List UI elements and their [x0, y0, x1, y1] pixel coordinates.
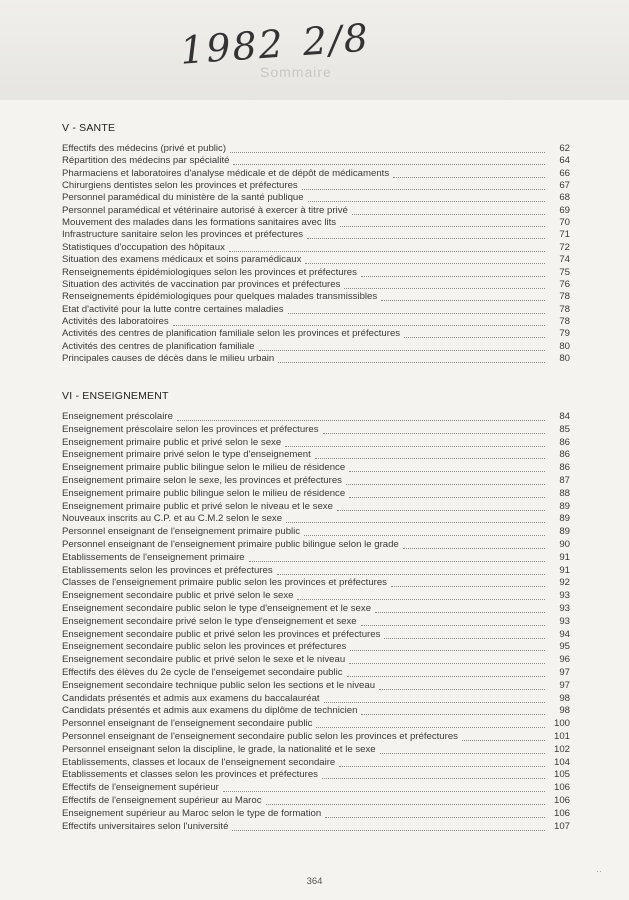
toc-entry-page: 70 — [559, 217, 570, 229]
toc-entry-label: Etablissements selon les provinces et préfectures — [62, 564, 273, 576]
toc-entry — [62, 730, 570, 743]
toc-entry — [62, 589, 570, 602]
toc-entry-label: Répartition des médecins par spécialité — [62, 155, 230, 167]
dot-leader — [323, 432, 545, 434]
toc-entry-label: Enseignement primaire privé selon le type d'enseignement — [62, 449, 311, 461]
toc-entry-page: 72 — [559, 241, 570, 253]
toc-entry-label: Enseignement primaire public et privé selon le sexe — [62, 436, 282, 448]
toc-entry-label: Situation des activités de vaccination par provinces et préfectures — [62, 278, 341, 290]
toc-entry-page: 76 — [559, 278, 570, 290]
toc-entry-label: Effectifs de l'enseignement supérieur au Maroc — [62, 795, 262, 806]
toc-entry-label: Enseignement préscolaire selon les provinces et préfectures — [62, 423, 319, 435]
section-title-enseignement: VI - ENSEIGNEMENT — [62, 390, 169, 402]
dot-leader — [233, 163, 545, 165]
toc-entry — [62, 461, 570, 474]
toc-entry-label: Enseignement supérieur au Maroc selon le type de formation — [62, 807, 322, 819]
toc-entry-label: Enseignement secondaire public selon le type d'enseignement et le sexe — [62, 603, 372, 614]
toc-entry — [62, 340, 570, 353]
dot-leader — [259, 349, 545, 351]
toc-entry-page: 95 — [559, 641, 570, 653]
toc-entry-label: Etat d'activité pour la lutte contre certaines maladies — [62, 303, 284, 315]
dot-leader — [403, 547, 545, 549]
toc-entry — [62, 228, 570, 241]
toc-entry-label: Enseignement secondaire public et privé selon le sexe — [62, 590, 294, 602]
toc-entry-label: Personnel enseignant de l'enseignement primaire public bilingue selon le grade — [62, 539, 399, 550]
toc-entry-page: 98 — [559, 705, 570, 717]
toc-entry-label: Enseignement primaire selon le sexe, les provinces et préfectures — [62, 475, 342, 486]
toc-entry — [62, 615, 570, 628]
toc-entry-page: 69 — [559, 204, 570, 216]
toc-entry-label: Statistiques d'occupation des hôpitaux — [62, 241, 225, 253]
toc-entry — [62, 352, 570, 365]
toc-entry-page: 97 — [559, 667, 570, 678]
toc-entry-label: Enseignement primaire public bilingue selon le milieu de résidence — [62, 462, 346, 474]
toc-entry-page: 104 — [553, 756, 570, 768]
toc-entry-page: 64 — [559, 155, 570, 167]
dot-leader — [349, 470, 545, 472]
toc-entry-label: Personnel enseignant selon la discipline, le grade, la nationalité et le sexe — [62, 743, 376, 755]
toc-entry — [62, 807, 570, 820]
toc-entry — [62, 602, 570, 615]
toc-entry — [62, 278, 570, 291]
toc-entry — [62, 704, 570, 717]
toc-entry-page: 62 — [559, 143, 570, 154]
toc-entry-label: Candidats présentés et admis aux examens du baccalauréat — [62, 692, 320, 704]
toc-entry — [62, 410, 570, 423]
dot-leader — [307, 237, 545, 239]
toc-entry-page: 84 — [559, 411, 570, 422]
dot-leader — [230, 151, 545, 153]
toc-entry-label: Personnel paramédical et vétérinaire autorisé à exercer à titre privé — [62, 204, 348, 216]
dot-leader — [349, 496, 545, 498]
toc-entry-page: 98 — [559, 692, 570, 704]
toc-entry — [62, 216, 570, 229]
toc-entry — [62, 303, 570, 316]
dot-leader — [339, 765, 545, 767]
toc-entry — [62, 538, 570, 551]
toc-entry-label: Renseignements épidémiologiques pour quelques malades transmissibles — [62, 291, 378, 303]
dot-leader — [173, 324, 545, 326]
toc-entry-label: Etablissements et classes selon les provinces et préfectures — [62, 769, 318, 781]
toc-entry-label: Mouvement des malades dans les formations sanitaires avec lits — [62, 217, 337, 229]
toc-entry-page: 71 — [559, 229, 570, 241]
dot-leader — [462, 739, 545, 741]
dot-leader — [344, 287, 545, 289]
toc-entry-label: Enseignement primaire public et privé selon le niveau et le sexe — [62, 500, 333, 512]
dot-leader — [278, 361, 545, 363]
dot-leader — [305, 262, 545, 264]
toc-entry-page: 86 — [559, 436, 570, 448]
toc-entry — [62, 653, 570, 666]
dot-leader — [350, 649, 545, 651]
toc-entry-page: 106 — [553, 807, 570, 819]
toc-entry-label: Personnel paramédical du ministère de la santé publique — [62, 192, 304, 204]
toc-entry — [62, 692, 570, 705]
toc-entry — [62, 756, 570, 769]
dot-leader — [361, 624, 545, 626]
toc-entry-label: Infrastructure sanitaire selon les provinces et préfectures — [62, 229, 304, 241]
corner-mark: ·· — [596, 866, 602, 876]
toc-entry-label: Situation des examens médicaux et soins paramédicaux — [62, 254, 302, 266]
dot-leader — [316, 726, 545, 728]
toc-entry-label: Enseignement secondaire public et privé selon le sexe et le niveau — [62, 654, 346, 666]
toc-entry-label: Renseignements épidémiologiques selon les provinces et préfectures — [62, 266, 357, 278]
dot-leader — [308, 200, 545, 202]
dot-leader — [347, 675, 545, 677]
toc-entry — [62, 253, 570, 266]
dot-leader — [286, 521, 545, 523]
toc-entry-page: 80 — [559, 352, 570, 364]
toc-entry — [62, 191, 570, 204]
toc-entry — [62, 241, 570, 254]
section-title-sante: V - SANTE — [62, 122, 116, 134]
dot-leader — [352, 213, 545, 215]
toc-entry-label: Etablissements de l'enseignement primaire — [62, 551, 245, 563]
toc-entry — [62, 327, 570, 340]
toc-entry-page: 78 — [559, 303, 570, 315]
dot-leader — [232, 829, 545, 831]
ghost-header-text: Sommaire — [260, 64, 332, 80]
toc-entry-page: 89 — [559, 513, 570, 525]
dot-leader — [391, 585, 545, 587]
toc-entry-page: 106 — [553, 782, 570, 794]
dot-leader — [325, 816, 545, 818]
dot-leader — [375, 611, 545, 613]
toc-entry — [62, 448, 570, 461]
toc-entry-page: 86 — [559, 449, 570, 461]
toc-entry — [62, 179, 570, 192]
toc-entry-page: 97 — [559, 679, 570, 691]
toc-entry-page: 68 — [559, 192, 570, 204]
toc-entry — [62, 717, 570, 730]
toc-entry-label: Effectifs universitaires selon l'université — [62, 820, 229, 832]
toc-entry — [62, 820, 570, 833]
toc-entry-label: Enseignement préscolaire — [62, 411, 173, 422]
toc-entry-page: 102 — [553, 743, 570, 755]
toc-entry — [62, 315, 570, 328]
dot-leader — [302, 188, 545, 190]
toc-entry-label: Enseignement secondaire privé selon le type d'enseignement et sexe — [62, 615, 357, 627]
toc-entry — [62, 142, 570, 155]
dot-leader — [337, 509, 545, 511]
toc-entry-label: Principales causes de décès dans le milieu urbain — [62, 352, 275, 364]
toc-entry-page: 87 — [559, 475, 570, 486]
toc-entry — [62, 436, 570, 449]
toc-entry — [62, 781, 570, 794]
toc-entry-page: 85 — [559, 423, 570, 435]
toc-entry — [62, 525, 570, 538]
toc-entry-label: Personnel enseignant de l'enseignement primaire public — [62, 526, 301, 538]
toc-entry-page: 96 — [559, 654, 570, 666]
toc-entry-label: Pharmaciens et laboratoires d'analyse médicale et de dépôt de médicaments — [62, 167, 390, 179]
dot-leader — [322, 777, 545, 779]
toc-entry — [62, 551, 570, 564]
dot-leader — [277, 573, 545, 575]
toc-entry — [62, 154, 570, 167]
toc-entry-page: 91 — [559, 564, 570, 576]
toc-entry-page: 78 — [559, 291, 570, 303]
toc-entry-page: 89 — [559, 526, 570, 538]
dot-leader — [266, 803, 545, 805]
dot-leader — [223, 790, 545, 792]
dot-leader — [404, 336, 545, 338]
toc-entry-page: 101 — [553, 731, 570, 742]
toc-entry-label: Effectifs des élèves du 2e cycle de l'enseigemet secondaire public — [62, 667, 343, 678]
toc-entry — [62, 666, 570, 679]
dot-leader — [380, 752, 545, 754]
toc-entry — [62, 474, 570, 487]
toc-entry-label: Effectifs des médecins (privé et public) — [62, 143, 227, 154]
toc-entry-page: 93 — [559, 603, 570, 614]
toc-entry — [62, 204, 570, 217]
toc-entry-label: Chirurgiens dentistes selon les provinces et préfectures — [62, 180, 298, 192]
toc-entry-page: 92 — [559, 577, 570, 589]
dot-leader — [393, 176, 545, 178]
toc-entry-page: 90 — [559, 539, 570, 550]
toc-entry-page: 88 — [559, 487, 570, 499]
dot-leader — [229, 250, 545, 252]
toc-entry-page: 79 — [559, 328, 570, 340]
dot-leader — [177, 419, 545, 421]
toc-entry — [62, 423, 570, 436]
toc-entry — [62, 512, 570, 525]
toc-entry-page: 105 — [553, 769, 570, 781]
toc-entry — [62, 487, 570, 500]
toc-entry-label: Enseignement secondaire public selon les provinces et préfectures — [62, 641, 347, 653]
toc-entry-label: Activités des laboratoires — [62, 315, 169, 327]
toc-entry-page: 93 — [559, 615, 570, 627]
toc-entry-page: 93 — [559, 590, 570, 602]
toc-entry-page: 80 — [559, 340, 570, 352]
dot-leader — [324, 701, 545, 703]
handwritten-fraction: 2/8 — [301, 15, 372, 65]
toc-entry-label: Etablissements, classes et locaux de l'enseignement secondaire — [62, 756, 336, 768]
dot-leader — [381, 299, 545, 301]
toc-entry-label: Nouveaux inscrits au C.P. et au C.M.2 selon le sexe — [62, 513, 283, 525]
toc-entry-label: Personnel enseignant de l'enseignement secondaire public — [62, 718, 313, 730]
toc-entry-page: 91 — [559, 551, 570, 563]
toc-entry-page: 86 — [559, 462, 570, 474]
toc-entry-label: Classes de l'enseignement primaire public selon les provinces et préfectures — [62, 577, 387, 589]
toc-entry — [62, 290, 570, 303]
toc-entry-page: 75 — [559, 266, 570, 278]
dot-leader — [304, 534, 545, 536]
dot-leader — [361, 713, 545, 715]
dot-leader — [297, 598, 545, 600]
dot-leader — [249, 560, 545, 562]
toc-entry-label: Enseignement primaire public bilingue selon le milieu de résidence — [62, 487, 346, 499]
toc-entry — [62, 628, 570, 641]
toc-entry-page: 78 — [559, 315, 570, 327]
toc-entry — [62, 679, 570, 692]
toc-entry-page: 67 — [559, 180, 570, 192]
toc-entry — [62, 500, 570, 513]
toc-entry — [62, 564, 570, 577]
toc-entry-page: 107 — [553, 820, 570, 832]
toc-entry-page: 74 — [559, 254, 570, 266]
toc-entry-page: 66 — [559, 167, 570, 179]
toc-entry — [62, 167, 570, 180]
page-number: 364 — [306, 876, 323, 887]
toc-entry-label: Candidats présentés et admis aux examens du diplôme de technicien — [62, 705, 358, 717]
toc-entry-label: Enseignement secondaire public et privé selon les provinces et préfectures — [62, 628, 381, 640]
toc-entry — [62, 768, 570, 781]
toc-entry — [62, 743, 570, 756]
toc-entry — [62, 640, 570, 653]
toc-entry-label: Effectifs de l'enseignement supérieur — [62, 782, 219, 794]
dot-leader — [340, 225, 545, 227]
toc-entry-label: Activités des centres de planification familiale selon les provinces et préfectures — [62, 328, 401, 340]
toc-entry-page: 89 — [559, 500, 570, 512]
handwritten-year: 1982 — [178, 21, 287, 73]
toc-entry-label: Personnel enseignant de l'enseignement secondaire public selon les provinces et préfectures — [62, 731, 458, 742]
dot-leader — [361, 275, 545, 277]
dot-leader — [384, 637, 545, 639]
toc-entry — [62, 576, 570, 589]
toc-entry-page: 106 — [553, 795, 570, 806]
dot-leader — [346, 483, 545, 485]
toc-entry — [62, 266, 570, 279]
toc-entry — [62, 794, 570, 807]
toc-entry-page: 94 — [559, 628, 570, 640]
toc-entry-label: Enseignement secondaire technique public selon les sections et le niveau — [62, 679, 376, 691]
dot-leader — [288, 312, 545, 314]
dot-leader — [285, 445, 545, 447]
toc-entry-label: Activités des centres de planification familiale — [62, 340, 255, 352]
dot-leader — [379, 688, 545, 690]
toc-entry-page: 100 — [553, 718, 570, 730]
dot-leader — [349, 662, 545, 664]
dot-leader — [315, 457, 545, 459]
